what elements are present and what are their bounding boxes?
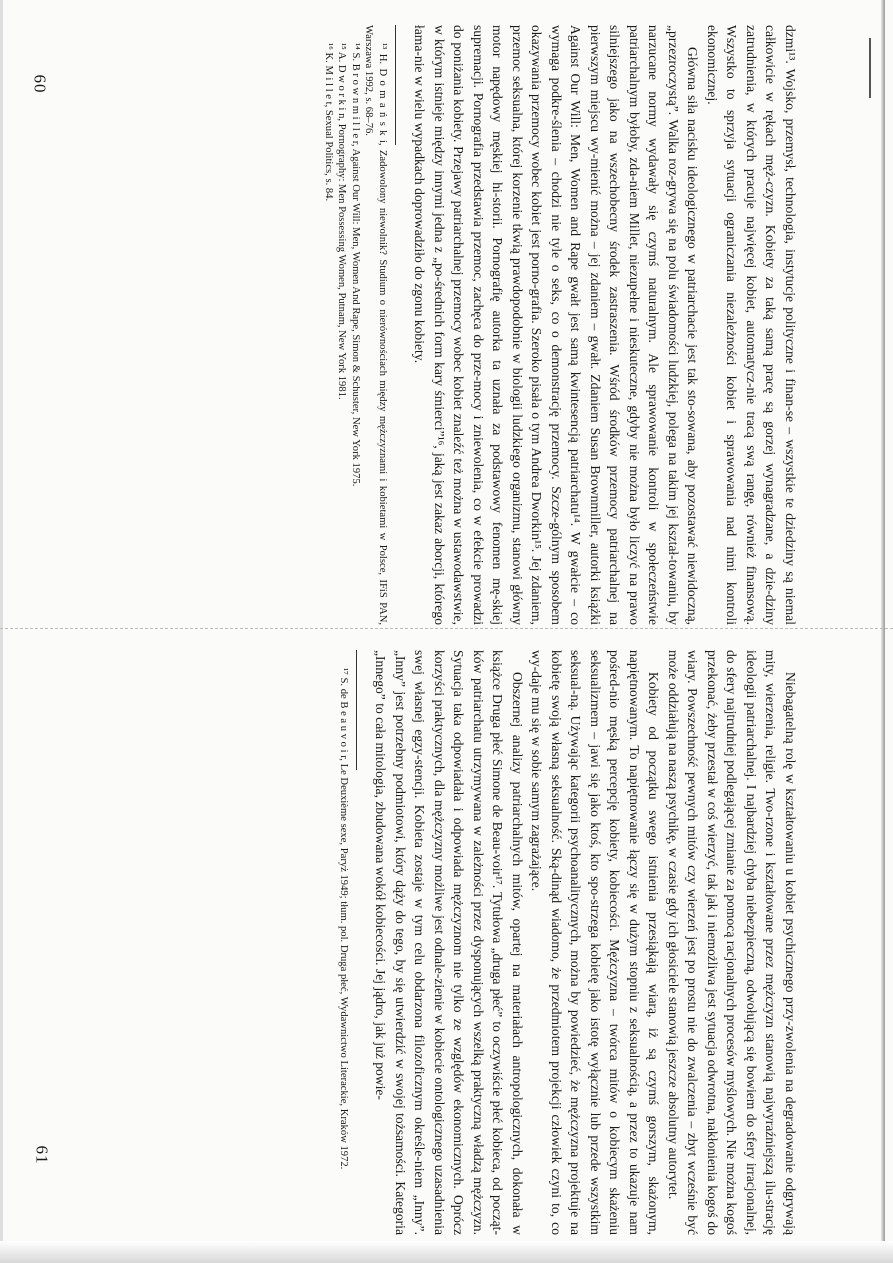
paragraph: Obszernej analizy patriarchalnych mitów, opartej na materiałach antropologicznych, dokonała w książce Druga płeć Simone de Beau-voir¹⁷. Tytułowa „druga płeć” to oczywiście płeć kobieca, od począt-ków patriarchatu utrzymywana w zależności przez dysponujących wszelką praktyczną władzą mężczyzn. Sytuacja taka odpowiadała i odpowiada mężczyznom nie tylko ze względów ekonomicznych. Oprócz korzyści praktycznych, dla mężczyzny możliwe jest odnale-zienie w kobiecie ontologicznego uzasadnienia swej własnej egzy-stencji. Kobieta zostaje w tym celu obdarzona filozoficznym określe-niem „Inny”. „Inny” jest potrzebny podmiotowi, który dąży do tego, by się utwierdzić w swojej tożsamości. Kategoria „Innego” to cała mitologia, zbudowana wokół kobiecości. Jej jądro, jak już powie-: [373, 650, 525, 1235]
footnotes: [322, 25, 397, 625]
footnote: ¹³ H. D o m a ń s k i, Zadowolony niewolnik? Studium o nierównościach między mężczyznami i kobietami w Polsce, IFiS PAN, Warszawa 1992, s. 68–76.: [363, 25, 388, 625]
page-gutter: [0, 628, 893, 629]
page-number: 60: [30, 74, 50, 94]
footnotes: [337, 650, 358, 1235]
paragraph: Niebagatelną rolę w kształtowaniu u kobiet psychicznego przy-zwolenia na degradowanie odgrywają mity, wierzenia, religie. Two-rzone i kształtowane przez mężczyzn stanowią najwyraźniejszą ilu-strację ideologii patriarchalnej. I najbardziej chyba niebezpieczną, odwołującą się bowiem do sfery irracjonalnej, do sfery najtrudniej podlegającej zmianie za pomocą racjonalnych procesów myślowych. Nie można kogoś przekonać, żeby przestał w coś wierzyć, tak jak i niemożliwa jest sytuacja odwrotna, nakłonienia kogoś do wiary. Powszechność pewnych mitów czy wierzeń jest po prostu nie do zwalczenia – zbyt wcześnie być może oddziałują na naszą psychikę, w czasie gdy ich głosiciele stanowią jeszcze absolutny autorytet.: [666, 650, 798, 1235]
footnote-rule: [395, 25, 396, 145]
paragraph: Główna siła nacisku ideologicznego w patriarchacie jest tak sto-sowana, aby pozostawać niewidoczną, „przezroczystą”. Walka roz-grywa się na polu świadomości ludzkiej, polega na takim jej kształ-towaniu, by narzucane normy wydawały się czymś naturalnym. Ale sprawowanie kontroli w społeczeństwie patriarchalnym byłoby, zda-niem Millet, niezupełne i nieskuteczne, gdyby nie można było liczyć na prawo silniejszego jako na wszechobecny środek zastraszenia. Wśród środków przemocy patriarchalnej na pierwszym miejscu wy-mienić można – jej zdaniem – gwałt. Zdaniem Susan Brownmiller, autorki książki Against Our Will: Men, Women and Rape gwałt jest samą kwintesencją patriarchatu¹⁴. W gwałcie – co wymaga podkre-ślenia – chodzi nie tyle o seks, co o demonstrację przemocy. Szcze-gólnym sposobem okazywania przemocy wobec kobiet jest porno-grafia. Szeroko pisała o tym Andrea Dworkin¹⁵. Jej zdaniem, przemoc seksualna, której korzenie tkwią prawdopodobnie w biologii ludzkiego organizmu, stanowi główny motor napędowy męskiej hi-storii. Pornografię autorka ta uznała za podstawowy fenomen mę-skiej supremacji. Pornografia przedstawia przemoc, zachęca do prze-mocy i zniewolenia, co w efekcie prowadzi do poniżania kobiety. Przejawy patriarchalnej przemocy wobec kobiet znaleźć też można w ustawodawstwie, w którym istnieje między innymi jedna z „po-średnich form kary śmierci”¹⁶, jaką jest zakaz aborcji, którego łama-nie w wielu wypadkach doprowadziło do zgonu kobiety.: [412, 25, 701, 625]
binding-mark: [869, 38, 871, 98]
scan-left-edge: [0, 0, 3, 1263]
footnote: ¹⁷ S. de B e a u v o i r, Le Deuxième sexe, Paryż 1949; tłum. pol. Druga płeć, Wydawnictwo Literackie, Kraków 1972.: [338, 668, 349, 1170]
book-spine-edge: [881, 0, 885, 1263]
paragraph: Kobiety od początku swego istnienia przesiąkają wiarą, iż są czymś gorszym, skażonym, napiętnowanym. To napiętnowanie łączy się w dużym stopniu z seksualnością, a przez to ukazuje nam pośred-nio męską percepcję kobiety, kobiecości. Mężczyzna – twórca mitów o kobiecym skażeniu seksualizmem – jawi się jako ktoś, kto spo-strzega kobietę jako istotę wyłącznie lub przede wszystkim seksual-ną. Używając kategorii psychoanalitycznych, można by powiedzieć, że mężczyzna projektuje na kobietę swoją własną seksualność. Ską-dinąd wiadomo, że przedmiotem projekcji człowiek czyni to, co wy-daje mu się w sobie samym zagrażające.: [529, 650, 662, 1235]
footnote: ¹⁴ S. B r o w n m i l l e r, Against Our Will: Men, Women And Rape, Simon & Schuster, New York 1975.: [350, 43, 361, 487]
page-number: 61: [32, 1145, 52, 1165]
page-60: [40, 25, 800, 625]
footnote: ¹⁵ A. D w o r k i n, Pornography: Men Possessing Women, Putnam, New York 1981.: [336, 43, 348, 400]
scan-bottom-edge: [0, 1241, 893, 1263]
footnote-rule: [356, 650, 357, 770]
footnote: ¹⁶ K. M i l l e t, Sexual Politics, s. 84.: [323, 43, 334, 202]
paragraph: dzmi¹³. Wojsko, przemysł, technologia, instytucje polityczne i finan-se – wszystkie te dziedziny są niemal całkowicie w rękach męż-czyzn. Kobiety za taką samą pracę są gorzej wynagradzane, a dzie-dziny zatrudnienia, w których pracuje najwięcej kobiet, automatycz-nie tracą swą rangę, również finansową. Wszystko to sprzyja sytuacji ograniczania niezależności kobiet i sprawowania nad nimi kontroli ekonomicznej.: [705, 25, 798, 625]
page-61: [40, 650, 800, 1235]
